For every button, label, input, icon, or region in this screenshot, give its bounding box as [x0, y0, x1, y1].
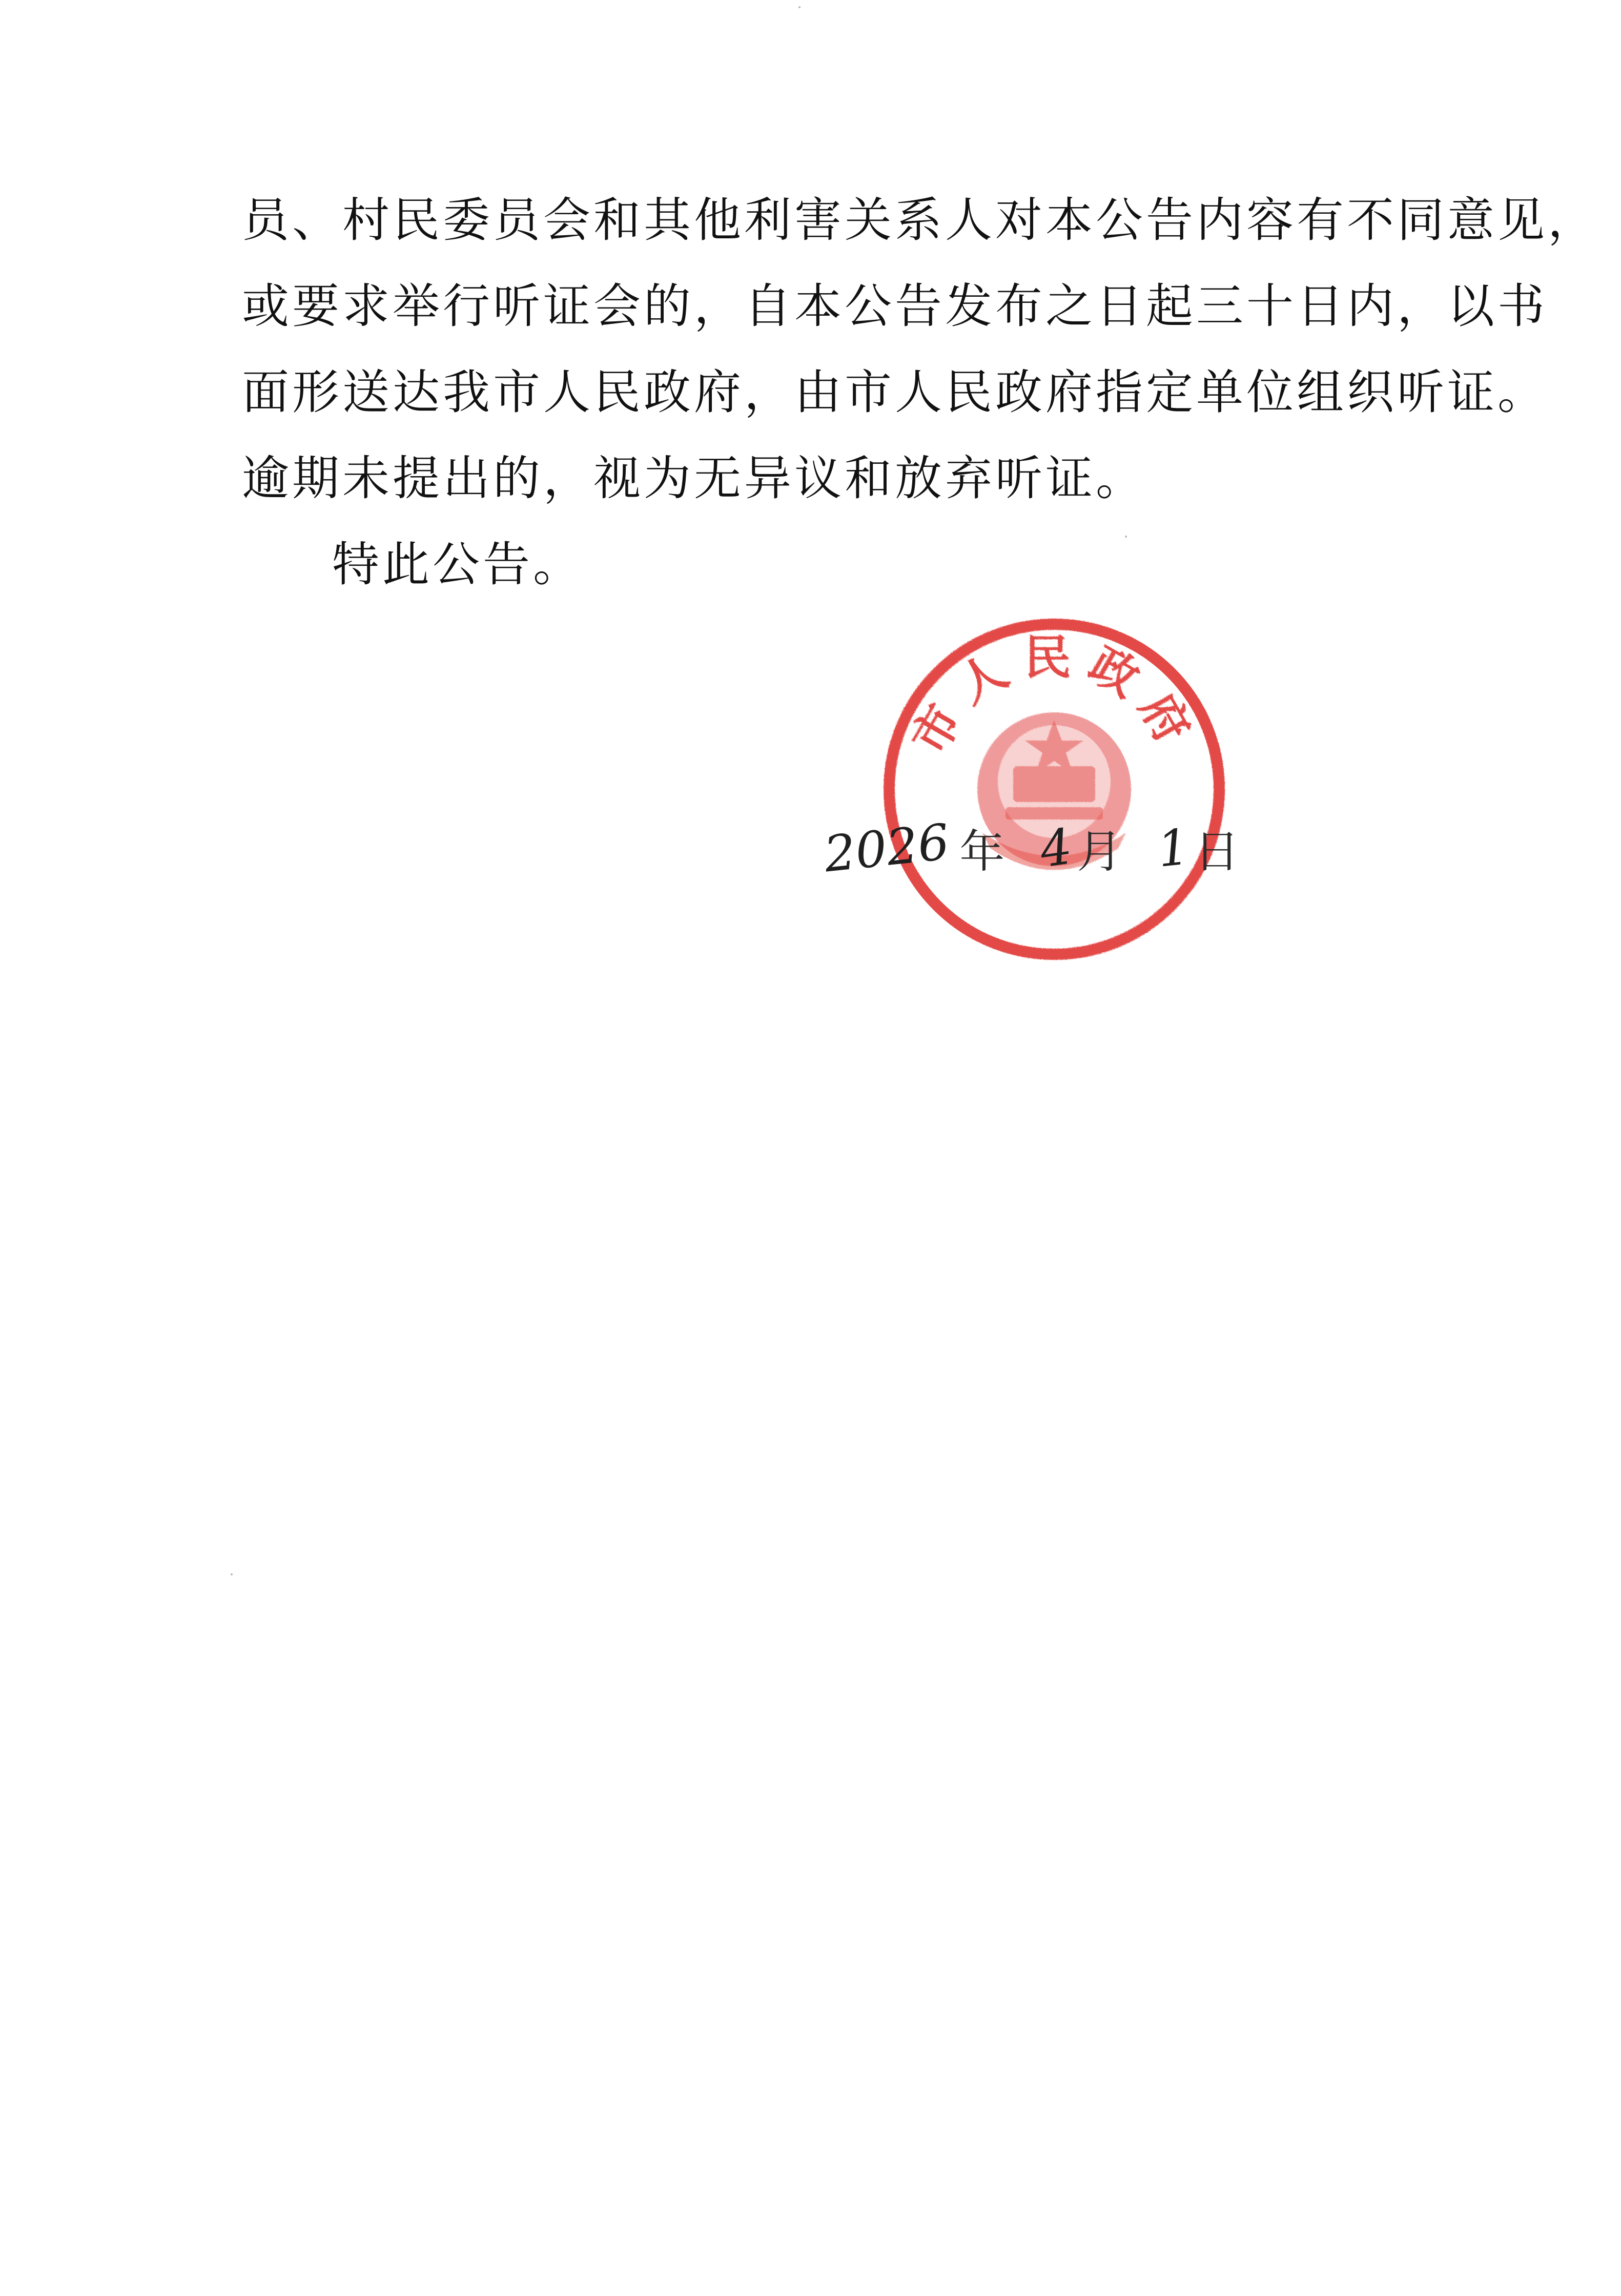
scan-speck	[1125, 536, 1127, 538]
closing-text: 特此公告。	[332, 537, 584, 592]
body-line-2: 或要求举行听证会的，自本公告发布之日起三十日内，以书	[242, 279, 1548, 334]
date-month: 4	[1036, 817, 1076, 879]
date-month-unit: 月	[1077, 825, 1122, 878]
date-year: 2026	[821, 813, 952, 884]
seal-text: 市人民政府	[900, 630, 1208, 764]
signature-date	[821, 813, 1240, 884]
notice-body	[242, 193, 1598, 625]
date-day: 1	[1155, 818, 1193, 878]
body-line-4: 逾期未提出的，视为无异议和放弃听证。	[242, 451, 1146, 506]
official-seal-stamp	[877, 612, 1231, 966]
body-line-1: 员、村民委员会和其他利害关系人对本公告内容有不同意见，	[242, 193, 1598, 248]
date-day-unit: 日	[1194, 825, 1240, 878]
scan-speck	[798, 6, 801, 8]
date-year-unit: 年	[959, 825, 1005, 878]
body-line-3: 面形送达我市人民政府，由市人民政府指定单位组织听证。	[242, 365, 1548, 420]
scan-speck	[231, 1573, 233, 1575]
